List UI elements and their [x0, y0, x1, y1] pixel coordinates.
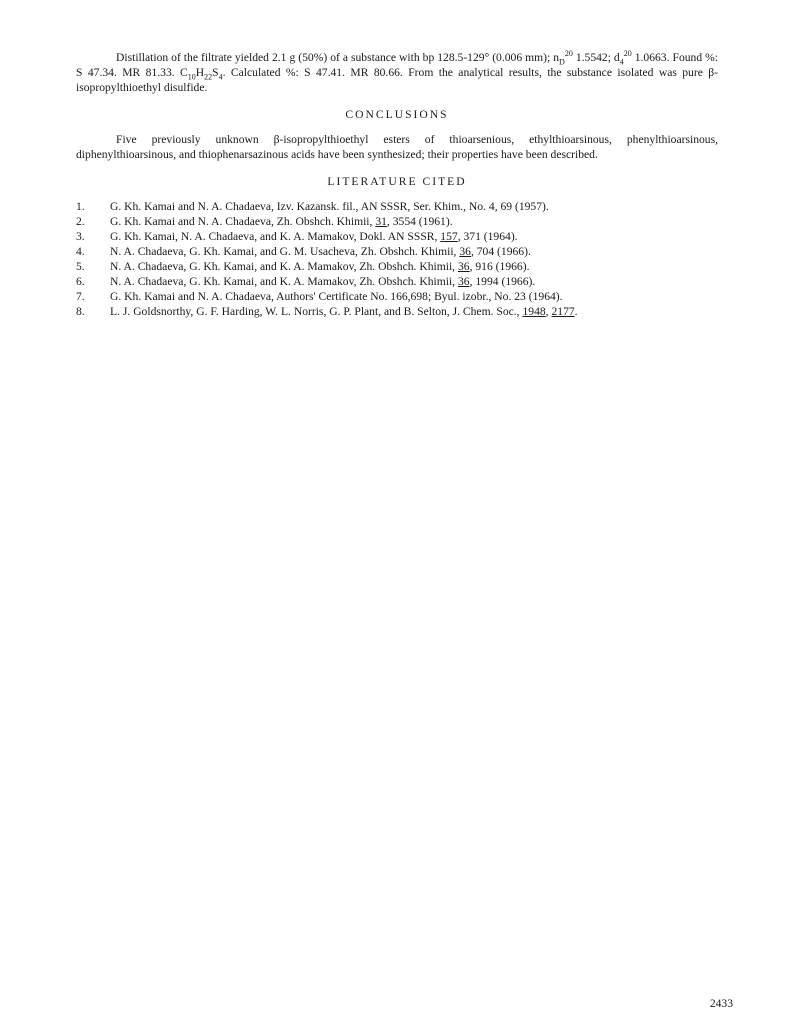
reference-text: L. J. Goldsnorthy, G. F. Harding, W. L. Norris, G. P. Plant, and B. Selton, J. Chem. Soc., 1948, 2177.: [110, 305, 578, 318]
conclusions-heading: CONCLUSIONS: [345, 108, 449, 121]
reference-text: N. A. Chadaeva, G. Kh. Kamai, and K. A. Mamakov, Zh. Obshch. Khimii, 36, 916 (1966).: [110, 260, 530, 273]
reference-text: N. A. Chadaeva, G. Kh. Kamai, and K. A. Mamakov, Zh. Obshch. Khimii, 36, 1994 (1966).: [110, 275, 536, 288]
reference-number: 5.: [76, 260, 85, 273]
reference-number: 4.: [76, 245, 85, 258]
reference-number: 6.: [76, 275, 85, 288]
reference-item: [76, 229, 718, 244]
references-list: [76, 199, 718, 319]
reference-number: 1.: [76, 200, 85, 213]
reference-text: G. Kh. Kamai, N. A. Chadaeva, and K. A. Mamakov, Dokl. AN SSSR, 157, 371 (1964).: [110, 230, 518, 243]
page-content: [76, 50, 718, 319]
reference-item: [76, 214, 718, 229]
reference-number: 7.: [76, 290, 85, 303]
reference-item: [76, 274, 718, 289]
reference-text: G. Kh. Kamai and N. A. Chadaeva, Zh. Obshch. Khimii, 31, 3554 (1961).: [110, 215, 453, 228]
reference-text: N. A. Chadaeva, G. Kh. Kamai, and G. M. Usacheva, Zh. Obshch. Khimii, 36, 704 (1966).: [110, 245, 531, 258]
reference-number: 3.: [76, 230, 85, 243]
reference-text: G. Kh. Kamai and N. A. Chadaeva, Authors' Certificate No. 166,698; Byul. izobr., No. 23 (1964).: [110, 290, 563, 303]
literature-heading: LITERATURE CITED: [327, 175, 467, 188]
page-number: 2433: [709, 997, 733, 1010]
conclusions-text: Five previously unknown β-isopropylthioethyl esters of thioarsenious, ethylthioarsinous, phenylthioarsinous, diphenylthioarsinous, and thiophenarsazinous acids have been synthesized; their properties have been described.: [76, 133, 718, 161]
reference-item: [76, 259, 718, 274]
reference-item: [76, 199, 718, 214]
reference-number: 8.: [76, 305, 85, 318]
reference-item: [76, 289, 718, 304]
reference-item: [76, 244, 718, 259]
reference-item: [76, 304, 718, 319]
body-paragraph: Distillation of the filtrate yielded 2.1 g (50%) of a substance with bp 128.5-129° (0.006 mm); $n_D^{20}$ 1.5542; $d_4^{20}$ 1.0663. Found %: S 47.34. MR 81.33. $C_{10}H_{22}S_4$. Calculated %: S 47.41. MR 80.66. From the analytical results, the substance isolated was pure β-isopropylthioethyl disulfide.: [76, 49, 719, 94]
reference-number: 2.: [76, 215, 85, 228]
reference-text: G. Kh. Kamai and N. A. Chadaeva, Izv. Kazansk. fil., AN SSSR, Ser. Khim., No. 4, 69 (1957).: [110, 200, 549, 213]
